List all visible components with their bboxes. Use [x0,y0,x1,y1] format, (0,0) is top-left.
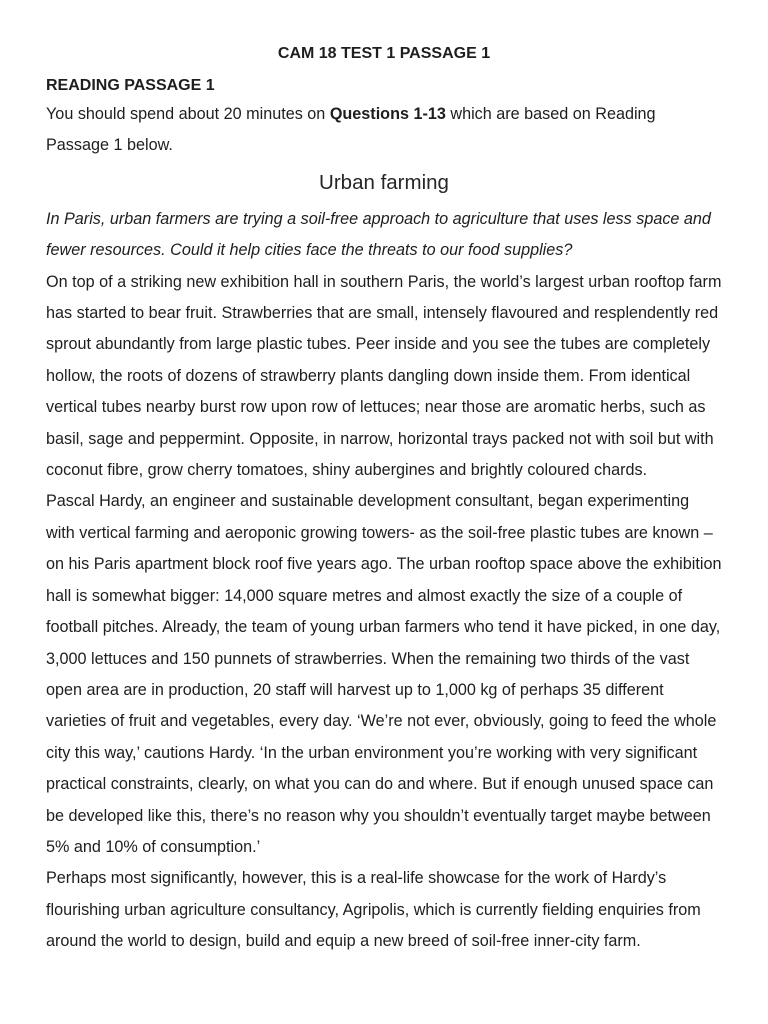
passage-paragraph-1: On top of a striking new exhibition hall in southern Paris, the world’s largest urban rooftop farm has started to bear fruit. Strawberries that are small, intensely flavoured and resplendently red sprout abundantly from large plastic tubes. Peer inside and you see the tubes are completely hollow, the roots of dozens of strawberry plants dangling down inside them. From identical vertical tubes nearby burst row upon row of lettuces; near those are aromatic herbs, such as basil, sage and peppermint. Opposite, in narrow, horizontal trays packed not with soil but with coconut fibre, grow cherry tomatoes, shiny aubergines and brightly coloured chards. [46,272,722,480]
passage-paragraph-3: Perhaps most significantly, however, this is a real-life showcase for the work of Hardy’s flourishing urban agriculture consultancy, Agripolis, which is currently fielding enquiries from around the world to design, build and equip a new breed of soil-free inner-city farm. [46,869,701,951]
instructions-lead: You should spend about 20 minutes on [46,105,330,123]
instructions-questions-range: Questions 1-13 [329,105,446,123]
instructions-tail: which are based on Reading Passage 1 below. [46,105,656,155]
document-header-title: CAM 18 TEST 1 PASSAGE 1 [277,45,491,62]
instructions-text [46,99,722,162]
passage-intro: In Paris, urban farmers are trying a soil-free approach to agriculture that uses less space and fewer resources. Could it help cities face the threats to our food supplies? [46,209,711,260]
passage-paragraph-2: Pascal Hardy, an engineer and sustainable development consultant, began experimenting with vertical farming and aeroponic growing towers- as the soil-free plastic tubes are known – on his Paris apartment block roof five years ago. The urban rooftop space above the exhibition hall is somewhat bigger: 14,000 square metres and almost exactly the size of a couple of football pitches. Already, the team of young urban farmers who tend it have picked, in one day, 3,000 lettuces and 150 punnets of strawberries. When the remaining two thirds of the vast open area are in production, 20 staff will harvest up to 1,000 kg of perhaps 35 different varieties of fruit and vegetables, every day. ‘We’re not ever, obviously, going to feed the whole city this way,’ cautions Hardy. ‘In the urban environment you’re working with very significant practical constraints, clearly, on what you can do and where. But if enough unused space can be developed like this, there’s no reason why you shouldn’t eventually target maybe between 5% and 10% of consumption.’ [46,492,722,856]
passage-title: Urban farming [319,170,449,194]
section-label: READING PASSAGE 1 [46,77,215,94]
